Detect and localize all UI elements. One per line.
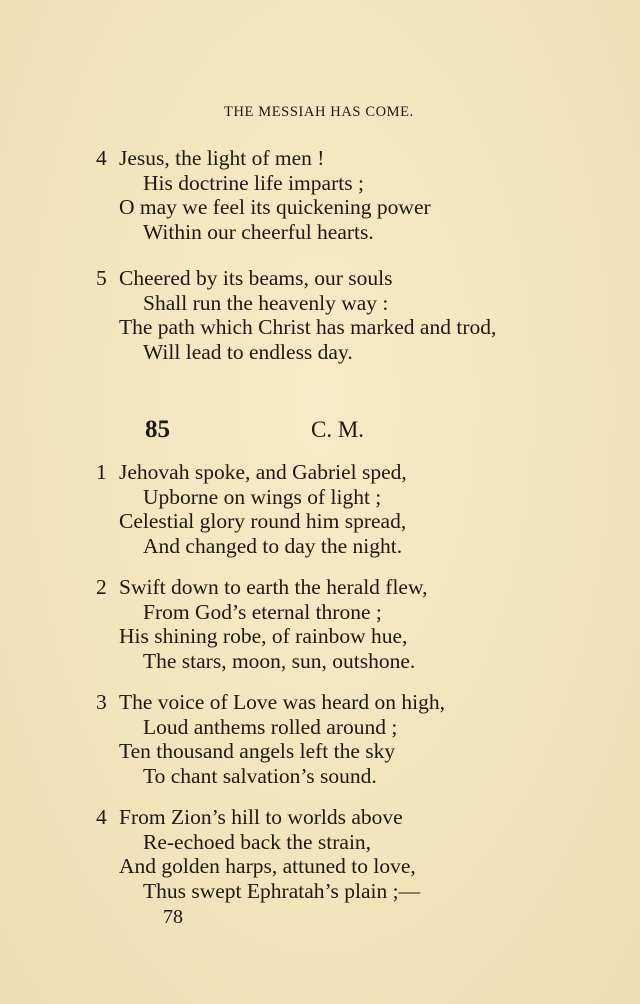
stanza-line: Thus swept Ephratah’s plain ;—: [143, 878, 421, 903]
hymn-heading: [145, 416, 385, 448]
stanza-line: From Zion’s hill to worlds above: [119, 805, 403, 829]
stanza-line: And golden harps, attuned to love,: [119, 854, 416, 878]
stanza-line: Upborne on wings of light ;: [143, 484, 382, 509]
stanza-line: Jehovah spoke, and Gabriel sped,: [119, 460, 407, 484]
stanza-line: Within our cheerful hearts.: [143, 219, 374, 244]
page-number: 78: [163, 906, 183, 928]
stanza-line: From God’s eternal throne ;: [143, 599, 382, 624]
stanza-line: Re-echoed back the strain,: [143, 829, 372, 854]
stanza-line: The path which Christ has marked and trod,: [119, 315, 497, 339]
stanza-number: 4: [96, 146, 107, 170]
stanza-line: Loud anthems rolled around ;: [143, 714, 398, 739]
running-head: THE MESSIAH HAS COME.: [224, 104, 414, 120]
stanza-top-5: [96, 266, 616, 364]
stanza-number: 4: [96, 805, 107, 829]
stanza-line: Cheered by its beams, our souls: [119, 266, 393, 290]
stanza-top-4: [96, 146, 616, 244]
stanza-line: His doctrine life imparts ;: [143, 170, 364, 195]
stanza-line: The voice of Love was heard on high,: [119, 690, 445, 714]
stanza-line: Swift down to earth the herald flew,: [119, 575, 428, 599]
stanza-line: O may we feel its quickening power: [119, 195, 431, 219]
stanza-85-1: [96, 460, 616, 558]
stanza-line: His shining robe, of rainbow hue,: [119, 624, 408, 648]
stanza-number: 3: [96, 690, 107, 714]
hymn-meter: C. M.: [311, 417, 365, 442]
stanza-number: 2: [96, 575, 107, 599]
stanza-number: 1: [96, 460, 107, 484]
stanza-85-3: [96, 690, 616, 788]
stanza-number: 5: [96, 266, 107, 290]
hymn-number: 85: [145, 416, 170, 443]
stanza-line: To chant salvation’s sound.: [143, 763, 377, 788]
stanza-line: Celestial glory round him spread,: [119, 509, 407, 533]
stanza-85-4: [96, 805, 616, 903]
stanza-line: And changed to day the night.: [143, 533, 403, 558]
stanza-line: Jesus, the light of men !: [119, 146, 325, 170]
stanza-line: Shall run the heavenly way :: [143, 290, 389, 315]
stanza-line: Will lead to endless day.: [143, 339, 353, 364]
stanza-line: The stars, moon, sun, outshone.: [143, 648, 416, 673]
stanza-85-2: [96, 575, 616, 673]
stanza-line: Ten thousand angels left the sky: [119, 739, 396, 763]
